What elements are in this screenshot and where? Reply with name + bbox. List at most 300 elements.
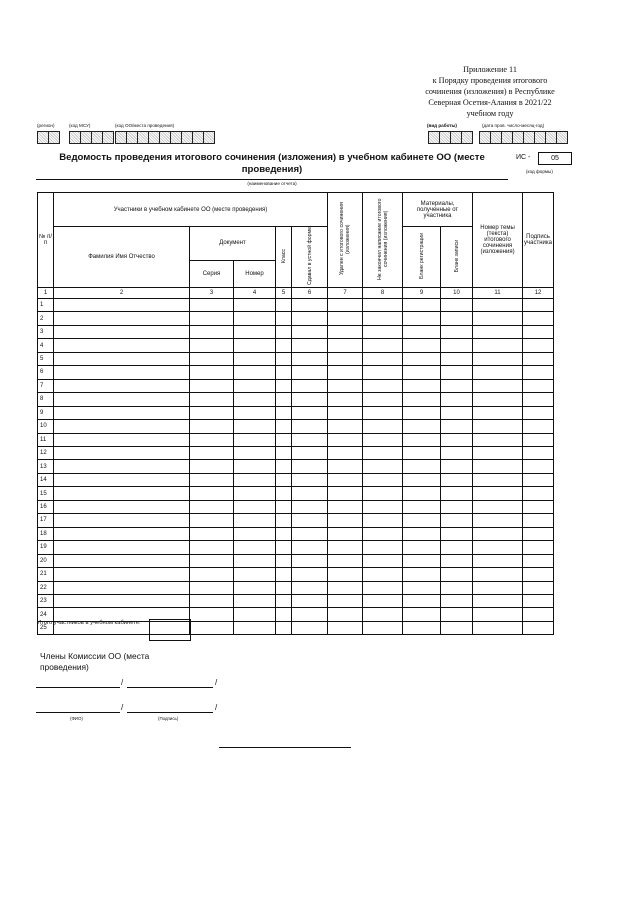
- table-cell[interactable]: [523, 379, 554, 392]
- code-cell[interactable]: [48, 131, 60, 144]
- table-cell[interactable]: [234, 446, 276, 459]
- table-cell[interactable]: [523, 608, 554, 621]
- table-cell[interactable]: [473, 379, 523, 392]
- table-cell[interactable]: [276, 406, 292, 419]
- table-cell[interactable]: [190, 500, 234, 513]
- table-cell[interactable]: [292, 352, 328, 365]
- table-cell[interactable]: [473, 554, 523, 567]
- table-cell[interactable]: [523, 554, 554, 567]
- bottom-signature-line[interactable]: [219, 747, 351, 748]
- table-cell[interactable]: [54, 473, 190, 486]
- table-cell[interactable]: [328, 420, 363, 433]
- table-cell[interactable]: [54, 460, 190, 473]
- table-cell[interactable]: [473, 621, 523, 634]
- table-cell[interactable]: [190, 487, 234, 500]
- table-cell[interactable]: [523, 527, 554, 540]
- table-cell[interactable]: [54, 581, 190, 594]
- table-cell[interactable]: [328, 594, 363, 607]
- date-cells[interactable]: [479, 131, 567, 144]
- table-cell[interactable]: [292, 568, 328, 581]
- table-cell[interactable]: [441, 325, 473, 338]
- table-cell[interactable]: [292, 446, 328, 459]
- table-cell[interactable]: [292, 379, 328, 392]
- table-cell[interactable]: [363, 446, 403, 459]
- table-cell[interactable]: [473, 500, 523, 513]
- table-cell[interactable]: [363, 487, 403, 500]
- table-cell[interactable]: [234, 594, 276, 607]
- table-cell[interactable]: [190, 420, 234, 433]
- table-cell[interactable]: [276, 473, 292, 486]
- table-cell[interactable]: [292, 514, 328, 527]
- table-cell[interactable]: [441, 299, 473, 312]
- table-cell[interactable]: [190, 339, 234, 352]
- table-cell[interactable]: [363, 433, 403, 446]
- table-cell[interactable]: [292, 312, 328, 325]
- table-cell[interactable]: [473, 352, 523, 365]
- table-cell[interactable]: [276, 608, 292, 621]
- table-cell[interactable]: [328, 446, 363, 459]
- table-cell[interactable]: [190, 554, 234, 567]
- table-cell[interactable]: [441, 406, 473, 419]
- table-cell[interactable]: [276, 514, 292, 527]
- table-cell[interactable]: [363, 621, 403, 634]
- table-cell[interactable]: [292, 473, 328, 486]
- table-cell[interactable]: [328, 581, 363, 594]
- table-cell[interactable]: [523, 420, 554, 433]
- table-cell[interactable]: [473, 420, 523, 433]
- table-cell[interactable]: [54, 527, 190, 540]
- table-cell[interactable]: [234, 393, 276, 406]
- table-cell[interactable]: [363, 541, 403, 554]
- table-cell[interactable]: [363, 299, 403, 312]
- table-cell[interactable]: [523, 460, 554, 473]
- table-cell[interactable]: [363, 594, 403, 607]
- table-cell[interactable]: [54, 541, 190, 554]
- table-cell[interactable]: [523, 339, 554, 352]
- table-cell[interactable]: [190, 581, 234, 594]
- table-cell[interactable]: [363, 406, 403, 419]
- table-cell[interactable]: [363, 339, 403, 352]
- table-cell[interactable]: [473, 473, 523, 486]
- table-cell[interactable]: [363, 393, 403, 406]
- table-cell[interactable]: [292, 594, 328, 607]
- table-cell[interactable]: [523, 325, 554, 338]
- table-cell[interactable]: [276, 541, 292, 554]
- table-cell[interactable]: [441, 420, 473, 433]
- table-cell[interactable]: [328, 299, 363, 312]
- table-cell[interactable]: [523, 581, 554, 594]
- table-cell[interactable]: [234, 473, 276, 486]
- table-cell[interactable]: [276, 568, 292, 581]
- table-cell[interactable]: [473, 339, 523, 352]
- table-cell[interactable]: [403, 379, 441, 392]
- work-type-cells[interactable]: [428, 131, 472, 144]
- table-cell[interactable]: [292, 339, 328, 352]
- table-cell[interactable]: [441, 554, 473, 567]
- table-cell[interactable]: [441, 446, 473, 459]
- table-cell[interactable]: [190, 514, 234, 527]
- table-cell[interactable]: [473, 541, 523, 554]
- table-cell[interactable]: [473, 594, 523, 607]
- table-cell[interactable]: [328, 514, 363, 527]
- table-cell[interactable]: [473, 446, 523, 459]
- table-cell[interactable]: [190, 352, 234, 365]
- code-cell[interactable]: [556, 131, 568, 144]
- table-cell[interactable]: [292, 621, 328, 634]
- table-cell[interactable]: [473, 581, 523, 594]
- table-cell[interactable]: [328, 541, 363, 554]
- table-cell[interactable]: [403, 621, 441, 634]
- code-cell[interactable]: [203, 131, 215, 144]
- table-cell[interactable]: [473, 514, 523, 527]
- table-row: [38, 554, 554, 567]
- table-cell[interactable]: [276, 446, 292, 459]
- table-cell[interactable]: [441, 608, 473, 621]
- slash-separator: /: [215, 703, 218, 712]
- table-cell[interactable]: [363, 608, 403, 621]
- table-cell[interactable]: [328, 554, 363, 567]
- row-number: 22: [38, 581, 54, 594]
- table-cell[interactable]: [441, 581, 473, 594]
- table-cell[interactable]: [403, 514, 441, 527]
- table-cell[interactable]: [54, 487, 190, 500]
- table-cell[interactable]: [54, 514, 190, 527]
- table-cell[interactable]: [441, 352, 473, 365]
- table-cell[interactable]: [363, 568, 403, 581]
- table-cell[interactable]: [403, 366, 441, 379]
- table-cell[interactable]: [292, 581, 328, 594]
- table-cell[interactable]: [523, 487, 554, 500]
- table-cell[interactable]: [363, 312, 403, 325]
- table-cell[interactable]: [54, 339, 190, 352]
- table-cell[interactable]: [292, 325, 328, 338]
- table-cell[interactable]: [441, 594, 473, 607]
- table-cell[interactable]: [328, 339, 363, 352]
- table-cell[interactable]: [473, 433, 523, 446]
- table-cell[interactable]: [473, 406, 523, 419]
- table-cell[interactable]: [403, 487, 441, 500]
- table-cell[interactable]: [403, 554, 441, 567]
- table-cell[interactable]: [190, 406, 234, 419]
- table-cell[interactable]: [234, 581, 276, 594]
- table-cell[interactable]: [523, 594, 554, 607]
- table-cell[interactable]: [292, 527, 328, 540]
- table-cell[interactable]: [403, 299, 441, 312]
- table-cell[interactable]: [54, 352, 190, 365]
- table-cell[interactable]: [403, 406, 441, 419]
- table-cell[interactable]: [234, 621, 276, 634]
- table-cell[interactable]: [328, 393, 363, 406]
- table-cell[interactable]: [403, 608, 441, 621]
- table-cell[interactable]: [234, 312, 276, 325]
- table-cell[interactable]: [523, 541, 554, 554]
- table-cell[interactable]: [403, 568, 441, 581]
- table-cell[interactable]: [403, 581, 441, 594]
- table-cell[interactable]: [234, 554, 276, 567]
- table-cell[interactable]: [328, 500, 363, 513]
- table-cell[interactable]: [441, 527, 473, 540]
- region-code-cells[interactable]: [37, 131, 59, 144]
- table-cell[interactable]: [441, 473, 473, 486]
- table-cell[interactable]: [54, 554, 190, 567]
- table-cell[interactable]: [328, 473, 363, 486]
- table-cell[interactable]: [54, 299, 190, 312]
- table-cell[interactable]: [363, 420, 403, 433]
- table-cell[interactable]: [523, 406, 554, 419]
- table-cell[interactable]: [523, 446, 554, 459]
- table-cell[interactable]: [54, 406, 190, 419]
- table-cell[interactable]: [328, 352, 363, 365]
- table-cell[interactable]: [441, 366, 473, 379]
- table-cell[interactable]: [473, 299, 523, 312]
- table-cell[interactable]: [292, 393, 328, 406]
- table-cell[interactable]: [234, 568, 276, 581]
- table-cell[interactable]: [363, 379, 403, 392]
- table-cell[interactable]: [234, 487, 276, 500]
- table-cell[interactable]: [328, 487, 363, 500]
- table-cell[interactable]: [363, 352, 403, 365]
- table-cell[interactable]: [292, 500, 328, 513]
- table-cell[interactable]: [190, 393, 234, 406]
- table-cell[interactable]: [292, 406, 328, 419]
- table-cell[interactable]: [54, 366, 190, 379]
- table-cell[interactable]: [473, 325, 523, 338]
- table-cell[interactable]: [403, 446, 441, 459]
- table-cell[interactable]: [292, 541, 328, 554]
- table-cell[interactable]: [276, 460, 292, 473]
- table-cell[interactable]: [363, 500, 403, 513]
- table-cell[interactable]: [190, 379, 234, 392]
- msu-code-label: (код МСУ): [69, 123, 91, 128]
- msu-code-cells[interactable]: [69, 131, 113, 144]
- table-cell[interactable]: [54, 433, 190, 446]
- table-cell[interactable]: [234, 433, 276, 446]
- table-cell[interactable]: [276, 379, 292, 392]
- table-cell[interactable]: [54, 379, 190, 392]
- table-cell[interactable]: [276, 420, 292, 433]
- table-cell[interactable]: [441, 500, 473, 513]
- table-cell[interactable]: [473, 487, 523, 500]
- table-cell[interactable]: [328, 325, 363, 338]
- table-cell[interactable]: [523, 500, 554, 513]
- table-cell[interactable]: [523, 433, 554, 446]
- table-cell[interactable]: [276, 339, 292, 352]
- table-cell[interactable]: [190, 312, 234, 325]
- member-2-sign-line[interactable]: [127, 712, 213, 713]
- table-cell[interactable]: [473, 527, 523, 540]
- table-cell[interactable]: [234, 420, 276, 433]
- table-cell[interactable]: [292, 460, 328, 473]
- table-cell[interactable]: [54, 420, 190, 433]
- table-cell[interactable]: [234, 514, 276, 527]
- table-cell[interactable]: [292, 366, 328, 379]
- table-cell[interactable]: [190, 541, 234, 554]
- table-cell[interactable]: [403, 339, 441, 352]
- table-cell[interactable]: [234, 500, 276, 513]
- table-cell[interactable]: [523, 312, 554, 325]
- code-cell[interactable]: [461, 131, 473, 144]
- table-cell[interactable]: [403, 500, 441, 513]
- table-cell[interactable]: [54, 446, 190, 459]
- table-cell[interactable]: [54, 393, 190, 406]
- table-cell[interactable]: [403, 527, 441, 540]
- member-2-name-line[interactable]: [36, 712, 120, 713]
- table-cell[interactable]: [276, 594, 292, 607]
- table-cell[interactable]: [403, 393, 441, 406]
- table-cell[interactable]: [363, 366, 403, 379]
- appendix-line: Северная Осетия-Алания в 2021/22: [428, 98, 552, 107]
- table-cell[interactable]: [190, 299, 234, 312]
- table-cell[interactable]: [54, 325, 190, 338]
- table-cell[interactable]: [276, 554, 292, 567]
- table-cell[interactable]: [276, 325, 292, 338]
- table-cell[interactable]: [234, 379, 276, 392]
- table-cell[interactable]: [473, 366, 523, 379]
- member-1-sign-line[interactable]: [127, 687, 213, 688]
- table-cell[interactable]: [523, 393, 554, 406]
- table-cell[interactable]: [441, 514, 473, 527]
- table-cell[interactable]: [234, 299, 276, 312]
- table-cell[interactable]: [403, 420, 441, 433]
- table-cell[interactable]: [292, 299, 328, 312]
- appendix-line: сочинения (изложения) в Республике: [425, 87, 555, 96]
- table-cell[interactable]: [276, 393, 292, 406]
- table-cell[interactable]: [276, 433, 292, 446]
- table-cell[interactable]: [441, 379, 473, 392]
- not-finished-header: [363, 193, 403, 288]
- table-cell[interactable]: [190, 594, 234, 607]
- table-cell[interactable]: [190, 366, 234, 379]
- table-cell[interactable]: [190, 433, 234, 446]
- table-cell[interactable]: [292, 420, 328, 433]
- table-cell[interactable]: [403, 594, 441, 607]
- table-cell[interactable]: [190, 473, 234, 486]
- table-cell[interactable]: [403, 460, 441, 473]
- table-cell[interactable]: [473, 568, 523, 581]
- table-cell[interactable]: [276, 527, 292, 540]
- table-cell[interactable]: [523, 621, 554, 634]
- table-cell[interactable]: [190, 608, 234, 621]
- table-cell[interactable]: [523, 568, 554, 581]
- table-cell[interactable]: [363, 554, 403, 567]
- table-cell[interactable]: [473, 460, 523, 473]
- table-cell[interactable]: [234, 460, 276, 473]
- table-cell[interactable]: [276, 621, 292, 634]
- table-cell[interactable]: [292, 487, 328, 500]
- table-cell[interactable]: [276, 312, 292, 325]
- table-cell[interactable]: [54, 312, 190, 325]
- table-cell[interactable]: [473, 608, 523, 621]
- table-cell[interactable]: [328, 608, 363, 621]
- table-cell[interactable]: [328, 366, 363, 379]
- table-cell[interactable]: [276, 487, 292, 500]
- table-cell[interactable]: [234, 352, 276, 365]
- table-cell[interactable]: [234, 366, 276, 379]
- oo-code-cells[interactable]: [115, 131, 214, 144]
- table-cell[interactable]: [276, 366, 292, 379]
- table-cell[interactable]: [190, 460, 234, 473]
- table-cell[interactable]: [292, 608, 328, 621]
- table-cell[interactable]: [441, 433, 473, 446]
- table-cell[interactable]: [276, 581, 292, 594]
- table-cell[interactable]: [523, 352, 554, 365]
- table-cell[interactable]: [363, 581, 403, 594]
- fio-caption: (ФИО): [70, 716, 83, 721]
- table-cell[interactable]: [292, 554, 328, 567]
- code-cell[interactable]: [102, 131, 114, 144]
- table-row: [38, 420, 554, 433]
- table-cell[interactable]: [473, 393, 523, 406]
- table-cell[interactable]: [276, 500, 292, 513]
- table-cell[interactable]: [234, 527, 276, 540]
- table-cell[interactable]: [276, 352, 292, 365]
- table-cell[interactable]: [234, 339, 276, 352]
- table-cell[interactable]: [441, 621, 473, 634]
- table-cell[interactable]: [328, 406, 363, 419]
- table-cell[interactable]: [523, 366, 554, 379]
- table-cell[interactable]: [523, 473, 554, 486]
- table-cell[interactable]: [54, 500, 190, 513]
- table-cell[interactable]: [328, 621, 363, 634]
- table-cell[interactable]: [54, 594, 190, 607]
- table-cell[interactable]: [523, 514, 554, 527]
- table-cell[interactable]: [403, 352, 441, 365]
- table-cell[interactable]: [403, 541, 441, 554]
- table-cell[interactable]: [403, 312, 441, 325]
- table-cell[interactable]: [403, 433, 441, 446]
- table-cell[interactable]: [234, 325, 276, 338]
- table-cell[interactable]: [403, 325, 441, 338]
- table-cell[interactable]: [441, 541, 473, 554]
- table-cell[interactable]: [234, 541, 276, 554]
- table-cell[interactable]: [328, 433, 363, 446]
- table-cell[interactable]: [363, 325, 403, 338]
- table-cell[interactable]: [190, 621, 234, 634]
- table-cell[interactable]: [234, 406, 276, 419]
- table-cell[interactable]: [363, 514, 403, 527]
- table-cell[interactable]: [441, 339, 473, 352]
- table-cell[interactable]: [292, 433, 328, 446]
- table-cell[interactable]: [441, 393, 473, 406]
- table-cell[interactable]: [276, 299, 292, 312]
- table-cell[interactable]: [403, 473, 441, 486]
- table-cell[interactable]: [328, 460, 363, 473]
- totals-box[interactable]: [149, 619, 191, 641]
- table-cell[interactable]: [363, 473, 403, 486]
- table-cell[interactable]: [473, 312, 523, 325]
- table-cell[interactable]: [441, 312, 473, 325]
- table-cell[interactable]: [54, 568, 190, 581]
- table-cell[interactable]: [363, 527, 403, 540]
- table-cell[interactable]: [190, 568, 234, 581]
- table-cell[interactable]: [441, 568, 473, 581]
- table-cell[interactable]: [441, 487, 473, 500]
- table-cell[interactable]: [523, 299, 554, 312]
- table-row: [38, 299, 554, 312]
- table-row: [38, 500, 554, 513]
- table-cell[interactable]: [328, 527, 363, 540]
- table-cell[interactable]: [190, 527, 234, 540]
- table-cell[interactable]: [234, 608, 276, 621]
- table-cell[interactable]: [363, 460, 403, 473]
- member-1-name-line[interactable]: [36, 687, 120, 688]
- table-cell[interactable]: [190, 325, 234, 338]
- table-cell[interactable]: [328, 568, 363, 581]
- table-cell[interactable]: [190, 446, 234, 459]
- table-cell[interactable]: [328, 379, 363, 392]
- table-cell[interactable]: [328, 312, 363, 325]
- table-cell[interactable]: [441, 460, 473, 473]
